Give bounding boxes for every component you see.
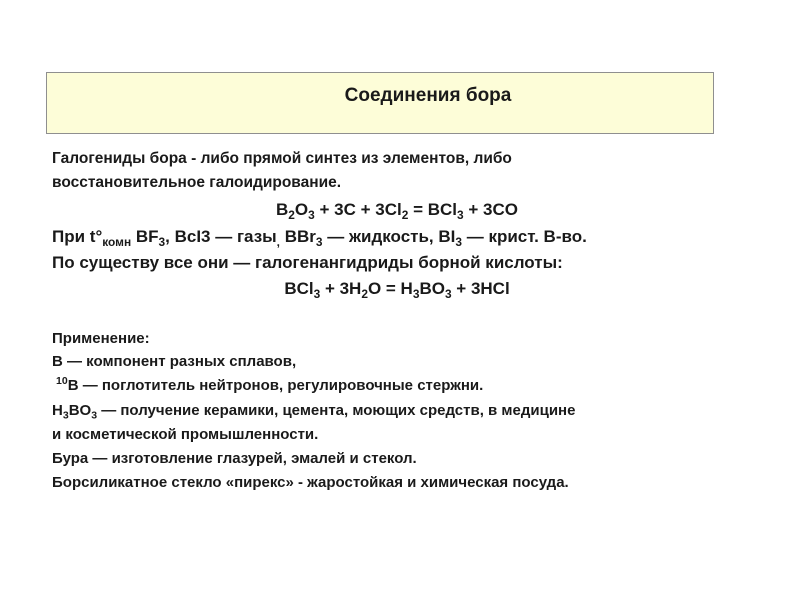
slide-title: Соединения бора <box>344 85 512 106</box>
conditions-line: При $t^\circ_{комн}$ $BF_3$, BcI3 — газы$_,$ BBr$_3$ — жидкость, $BI_3$ — крист. В-во. <box>52 227 587 250</box>
essence-line: По существу все они — галогенангидриды борной кислоты: <box>52 253 563 272</box>
title-box <box>46 72 714 134</box>
equation-1: $B_2O_3 + 3C + 3Cl_2 = BCl_3 + 3CO$ <box>276 200 518 223</box>
application-item-5: Бура — изготовление глазурей, эмалей и стекол. <box>52 450 417 467</box>
intro-line-1: Галогениды бора - либо прямой синтез из элементов, либо <box>52 150 512 167</box>
application-item-1: B — компонент разных сплавов, <box>52 353 297 370</box>
application-item-6: Борсиликатное стекло «пирекс» - жаростойкая и химическая посуда. <box>52 474 569 491</box>
equation-2: $BCl_3 + 3H_2O = H_3BO_3 + 3HCl$ <box>284 279 510 302</box>
application-item-4: и косметической промышленности. <box>52 426 319 443</box>
application-item-2: $^{10}$B — поглотитель нейтронов, регулировочные стержни. <box>56 375 484 394</box>
application-item-3: $H_3BO_3$ — получение керамики, цемента, моющих средств, в медицине <box>52 402 576 422</box>
application-heading: Применение: <box>52 330 150 347</box>
intro-line-2: восстановительное галоидирование. <box>52 174 342 191</box>
